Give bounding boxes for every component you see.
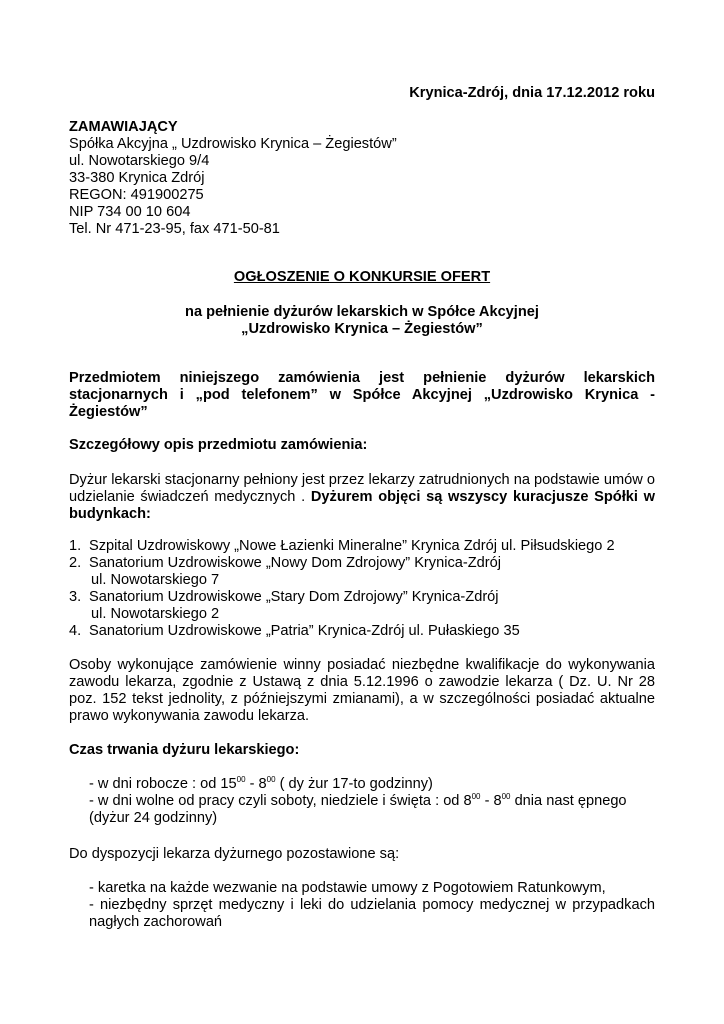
qualifications-line: prawo wykonywania zawodu lekarza. xyxy=(69,708,310,724)
details-text: Dyżur lekarski stacjonarny pełniony jest przez lekarzy zatrudnionych na podstawie umów o udzielanie świadczeń medycznych . xyxy=(69,472,655,505)
qualifications-line: Osoby wykonujące zamówienie winny posiadać niezbędne kwalifikacje do wykonywania xyxy=(69,657,655,673)
details-paragraph xyxy=(69,472,655,523)
client-line: REGON: 491900275 xyxy=(69,187,204,203)
list-item xyxy=(69,589,669,623)
client-line: Tel. Nr 471-23-95, fax 471-50-81 xyxy=(69,221,280,237)
disposal-item: - niezbędny sprzęt medyczny i leki do udzielania pomocy medycznej w przypadkach xyxy=(89,897,655,913)
list-text-cont: ul. Nowotarskiego 7 xyxy=(91,572,220,588)
list-text: Sanatorium Uzdrowiskowe „Nowy Dom Zdrojowy” Krynica-Zdrój xyxy=(89,555,501,571)
client-line: 33-380 Krynica Zdrój xyxy=(69,170,205,186)
date-line: Krynica-Zdrój, dnia 17.12.2012 roku xyxy=(409,85,655,101)
subject-line: Żegiestów” xyxy=(69,404,148,420)
subject-line: Przedmiotem niniejszego zamówienia jest pełnienie dyżurów lekarskich xyxy=(69,370,655,386)
list-text: Sanatorium Uzdrowiskowe „Patria” Krynica-Zdrój ul. Pułaskiego 35 xyxy=(89,623,520,639)
duration-item-holidays-cont: (dyżur 24 godzinny) xyxy=(89,810,218,826)
duration-item-holidays: - w dni wolne od pracy czyli soboty, niedziele i święta : od $8^{00} - 8^{00}$ dnia nast ępnego xyxy=(89,792,627,809)
duration-list xyxy=(89,776,659,827)
client-line: ul. Nowotarskiego 9/4 xyxy=(69,153,210,169)
list-number: 1. xyxy=(69,538,82,554)
buildings-list xyxy=(69,538,669,640)
qualifications-line: zawodu lekarza, zgodnie z Ustawą z dnia 5.12.1996 o zawodzie lekarza ( Dz. U. Nr 28 xyxy=(69,674,655,690)
client-line: NIP 734 00 10 604 xyxy=(69,204,191,220)
disposal-item-cont: nagłych zachorowań xyxy=(89,914,223,930)
client-block xyxy=(69,119,655,238)
qualifications-paragraph xyxy=(69,657,655,725)
document-title: OGŁOSZENIE O KONKURSIE OFERT xyxy=(233,269,491,285)
document-subtitle-line1: na pełnienie dyżurów lekarskich w Spółce Akcyjnej xyxy=(185,304,539,320)
details-text-bold: Dyżurem objęci są wszyscy kuracjusze Spółki w budynkach: xyxy=(69,489,655,522)
client-heading: ZAMAWIAJĄCY xyxy=(69,119,178,135)
details-heading: Szczegółowy opis przedmiotu zamówienia: xyxy=(69,437,368,453)
list-number: 2. xyxy=(69,555,82,571)
subject-line: stacjonarnych i „pod telefonem” w Spółce Akcyjnej „Uzdrowisko Krynica - xyxy=(69,387,655,403)
list-number: 4. xyxy=(69,623,82,639)
list-text-cont: ul. Nowotarskiego 2 xyxy=(91,606,220,622)
duration-item-workdays: - w dni robocze : od $15^{00} - 8^{00}$ ( dy żur 17-to godzinny) xyxy=(89,775,433,792)
list-item xyxy=(69,538,669,555)
duration-heading: Czas trwania dyżuru lekarskiego: xyxy=(69,742,300,758)
list-text: Sanatorium Uzdrowiskowe „Stary Dom Zdrojowy” Krynica-Zdrój xyxy=(89,589,499,605)
subject-paragraph xyxy=(69,370,655,421)
list-item xyxy=(69,555,669,589)
disposal-item: - karetka na każde wezwanie na podstawie umowy z Pogotowiem Ratunkowym, xyxy=(89,880,606,896)
document-subtitle-line2: „Uzdrowisko Krynica – Żegiestów” xyxy=(241,321,483,337)
list-text: Szpital Uzdrowiskowy „Nowe Łazienki Mineralne” Krynica Zdrój ul. Piłsudskiego 2 xyxy=(89,538,615,554)
client-line: Spółka Akcyjna „ Uzdrowisko Krynica – Żegiestów” xyxy=(69,136,397,152)
list-number: 3. xyxy=(69,589,82,605)
disposal-heading: Do dyspozycji lekarza dyżurnego pozostawione są: xyxy=(69,846,400,862)
qualifications-line: poz. 152 tekst jednolity, z późniejszymi zmianami), a w szczególności posiadać aktualne xyxy=(69,691,655,707)
list-item xyxy=(69,623,669,640)
disposal-list xyxy=(89,880,655,931)
